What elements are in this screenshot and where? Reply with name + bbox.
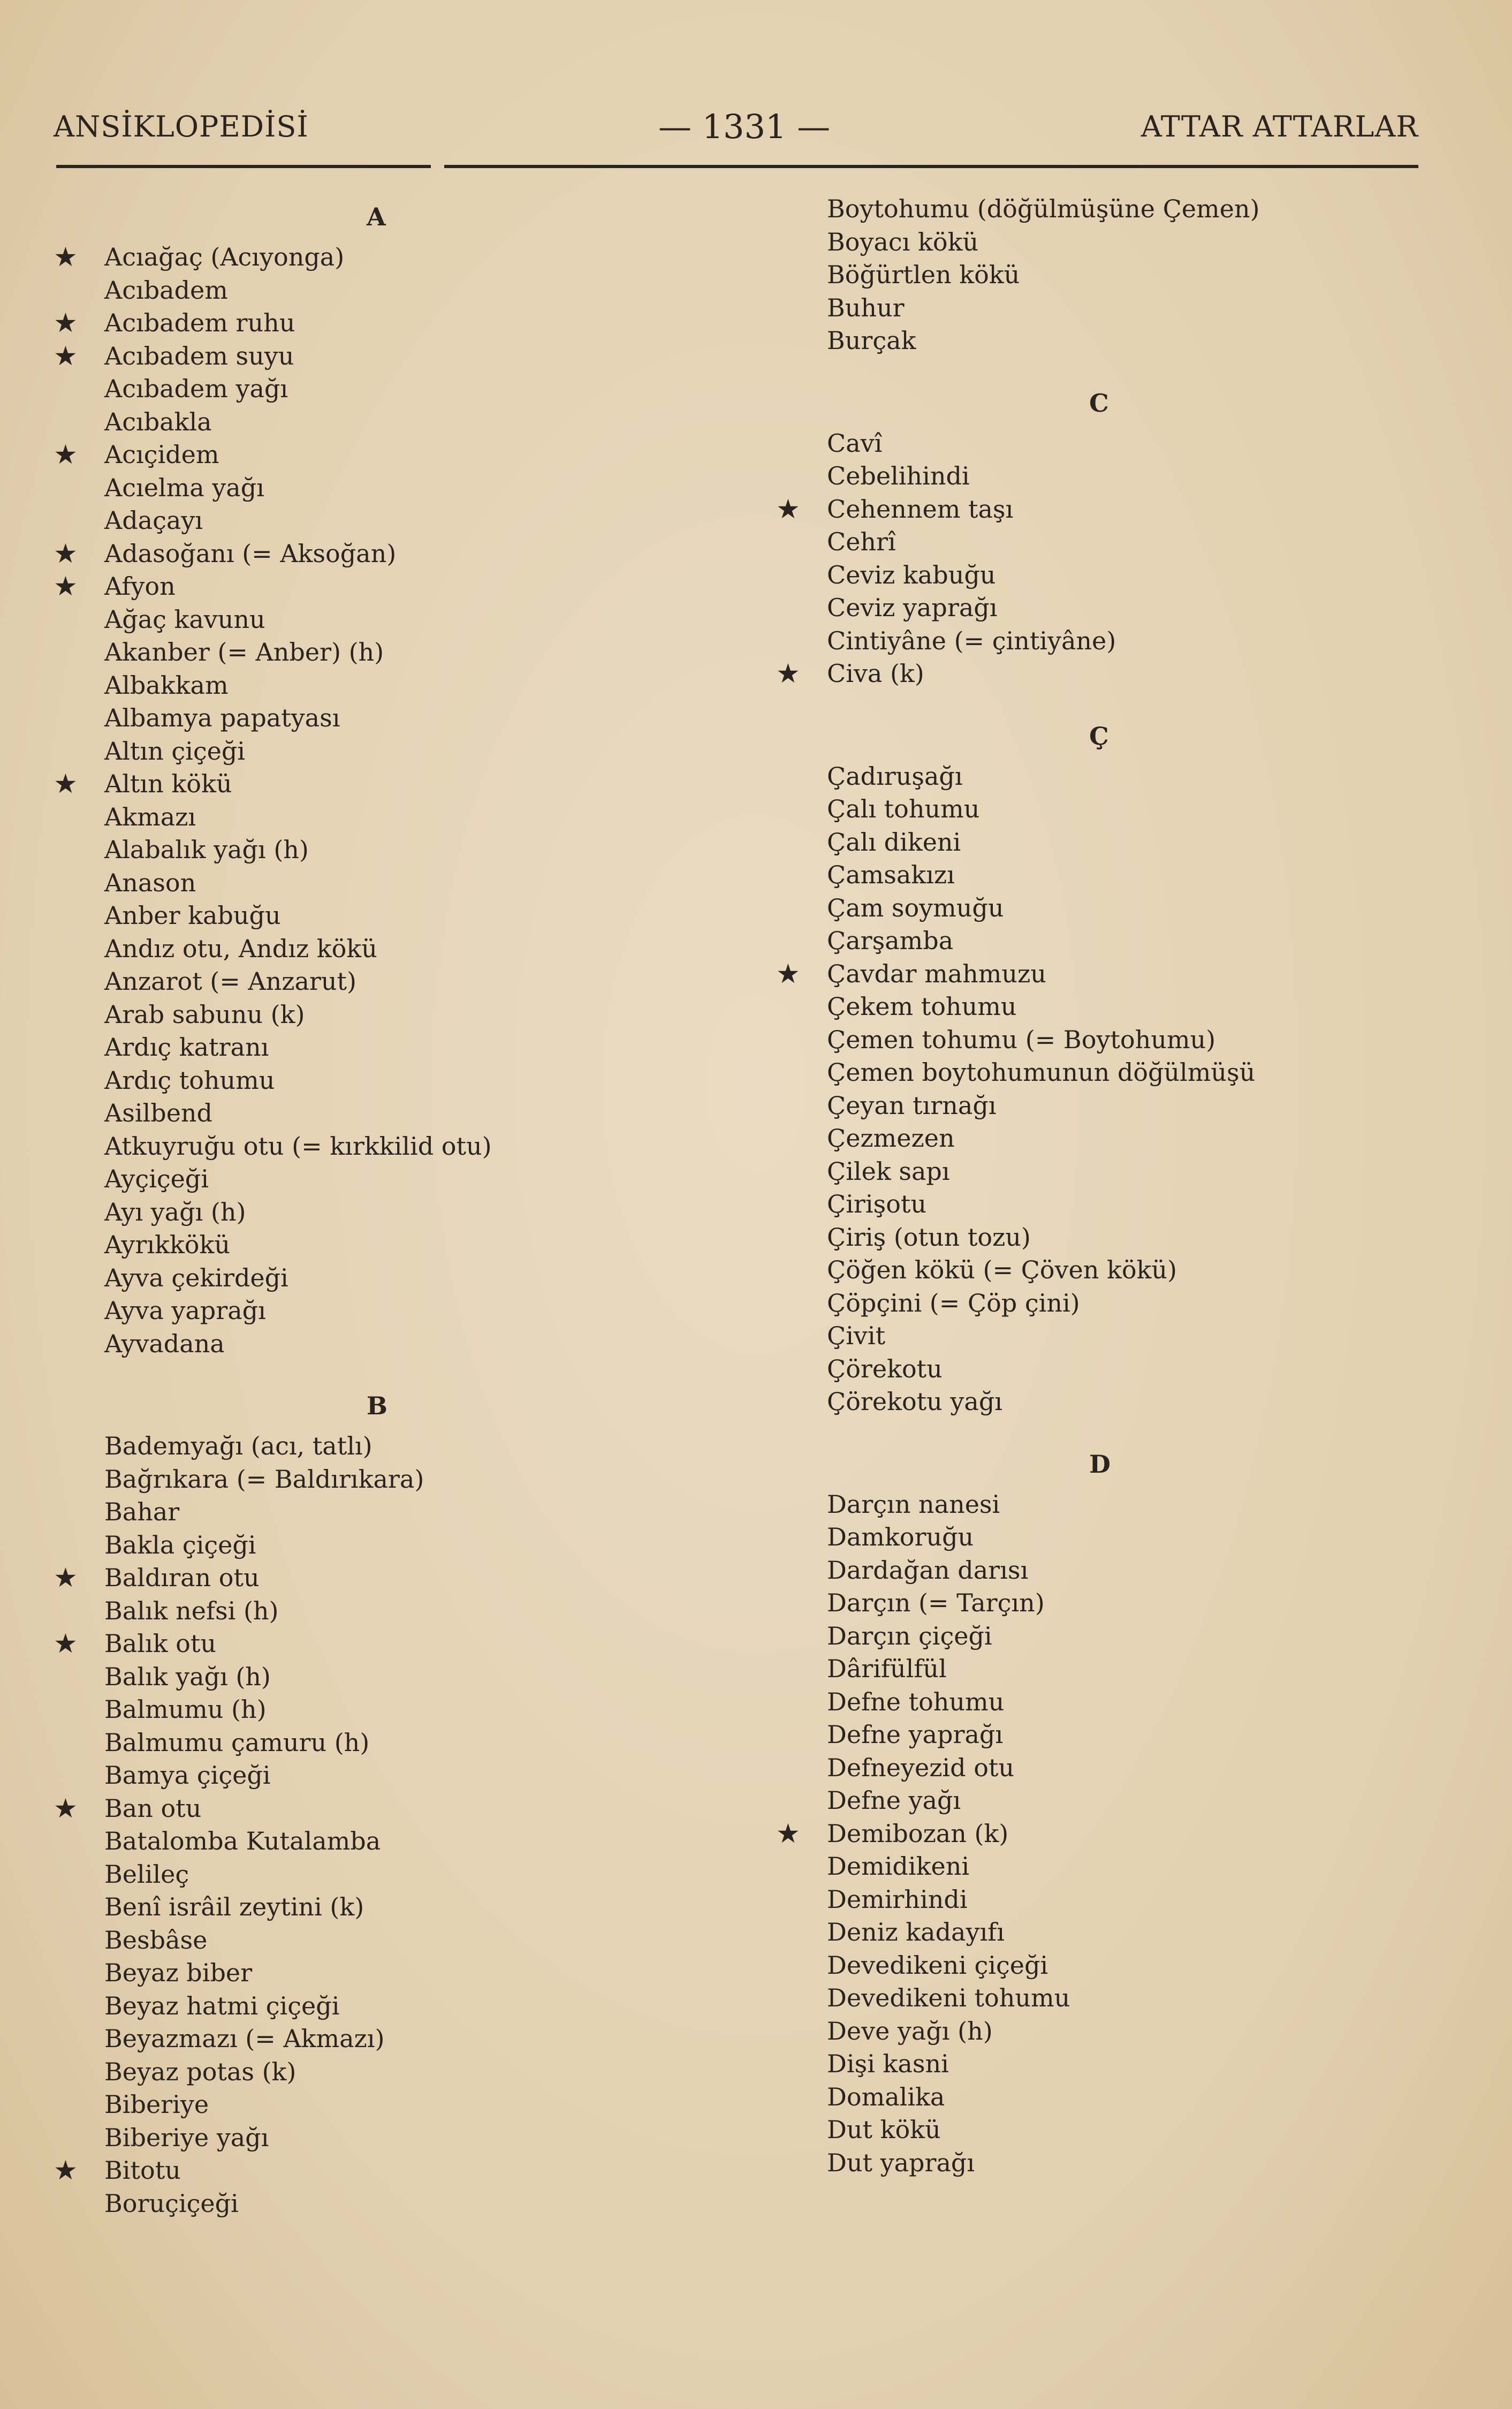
index-entry xyxy=(54,965,749,998)
entry-text: Ayvadana xyxy=(104,1329,225,1358)
index-entry xyxy=(54,274,749,307)
star-icon: ★ xyxy=(54,537,78,569)
entry-text: Beyaz potas (k) xyxy=(104,2057,297,2086)
header-right-title: ATTAR ATTARLAR xyxy=(1141,110,1418,143)
index-entry xyxy=(776,292,1472,325)
entry-text: Bahar xyxy=(104,1497,180,1526)
index-entry xyxy=(54,537,749,571)
entry-text: Bademyağı (acı, tatlı) xyxy=(104,1431,373,1460)
entry-text: Adaçayı xyxy=(104,506,203,535)
index-entry xyxy=(54,1858,749,1891)
entry-text: Defneyezid otu xyxy=(827,1753,1015,1782)
star-icon: ★ xyxy=(54,241,78,272)
index-entry xyxy=(776,892,1472,925)
entry-text: Defne yaprağı xyxy=(827,1720,1004,1749)
index-section xyxy=(776,712,1472,1419)
index-entry xyxy=(776,1488,1472,1521)
index-entry xyxy=(54,899,749,933)
entry-text: Biberiye yağı xyxy=(104,2123,269,2152)
entry-text: Çemen tohumu (= Boytohumu) xyxy=(827,1025,1216,1054)
entry-text: Darçın çiçeği xyxy=(827,1621,992,1650)
star-icon: ★ xyxy=(776,658,800,689)
index-entry xyxy=(54,801,749,834)
entry-text: Cavî xyxy=(827,428,883,458)
entry-text: Acıbakla xyxy=(104,407,212,436)
index-entry xyxy=(54,1328,749,1361)
index-entry xyxy=(776,826,1472,859)
section-letter: Ç xyxy=(1089,721,1109,751)
entry-text: Batalomba Kutalamba xyxy=(104,1827,381,1855)
entry-text: Acıbadem xyxy=(104,275,228,305)
index-entry xyxy=(54,1990,749,2023)
entry-text: Ayı yağı (h) xyxy=(104,1197,246,1226)
entry-text: Acıbadem yağı xyxy=(104,374,288,403)
index-entry xyxy=(776,1521,1472,1554)
index-entry xyxy=(54,834,749,867)
index-entry xyxy=(54,1430,749,1463)
entry-text: Bitotu xyxy=(104,2156,181,2185)
entry-text: Bakla çiçeği xyxy=(104,1530,256,1559)
index-entry xyxy=(776,1155,1472,1188)
entry-text: Defne yağı xyxy=(827,1786,961,1815)
entry-text: Darçın (= Tarçın) xyxy=(827,1588,1045,1617)
entry-text: Çekem tohumu xyxy=(827,992,1017,1021)
entry-text: Dişi kasni xyxy=(827,2049,949,2078)
entry-text: Balmumu çamuru (h) xyxy=(104,1728,370,1757)
entry-text: Asilbend xyxy=(104,1099,212,1127)
index-entry xyxy=(776,2147,1472,2180)
entry-text: Damkoruğu xyxy=(827,1522,974,1551)
entry-text: Beyazmazı (= Akmazı) xyxy=(104,2024,385,2053)
entry-text: Çezmezen xyxy=(827,1124,955,1153)
index-entry xyxy=(776,2015,1472,2048)
entry-text: Baldıran otu xyxy=(104,1563,260,1592)
index-entry xyxy=(54,1562,749,1595)
star-icon: ★ xyxy=(54,340,78,372)
entry-text: Çam soymuğu xyxy=(827,893,1004,922)
index-entry xyxy=(54,472,749,505)
star-icon: ★ xyxy=(54,307,78,338)
index-entry xyxy=(54,1031,749,1064)
entry-text: Çiriş (otun tozu) xyxy=(827,1222,1031,1252)
star-icon: ★ xyxy=(776,493,800,525)
index-entry xyxy=(776,859,1472,892)
index-entry xyxy=(776,958,1472,991)
index-entry xyxy=(776,625,1472,658)
entry-text: Atkuyruğu otu (= kırkkilid otu) xyxy=(104,1131,492,1161)
index-entry xyxy=(776,526,1472,559)
index-entry xyxy=(54,570,749,603)
index-entry xyxy=(54,1097,749,1130)
entry-text: Ayrıkkökü xyxy=(104,1230,230,1259)
entry-text: Cehennem taşı xyxy=(827,494,1014,524)
entry-text: Dut kökü xyxy=(827,2115,941,2144)
entry-text: Acıbadem suyu xyxy=(104,341,294,370)
entry-text: Dardağan darısı xyxy=(827,1555,1029,1585)
entry-text: Adasoğanı (= Aksoğan) xyxy=(104,539,397,568)
entry-text: Acıelma yağı xyxy=(104,473,264,502)
entry-text: Ardıç katranı xyxy=(104,1033,269,1062)
index-entry xyxy=(776,1089,1472,1123)
entry-text: Cehrî xyxy=(827,527,896,556)
index-entry xyxy=(776,760,1472,793)
entry-text: Alabalık yağı (h) xyxy=(104,835,309,864)
entry-text: Çörekotu xyxy=(827,1354,943,1383)
entry-text: Domalika xyxy=(827,2082,945,2111)
entry-text: Bamya çiçeği xyxy=(104,1761,271,1790)
index-entry xyxy=(776,1587,1472,1620)
entry-text: Deve yağı (h) xyxy=(827,2016,993,2046)
star-icon: ★ xyxy=(54,571,78,602)
entry-text: Acıçidem xyxy=(104,440,219,469)
entry-text: Balmumu (h) xyxy=(104,1695,267,1724)
entry-text: Ayva çekirdeği xyxy=(104,1263,288,1292)
index-entry xyxy=(776,990,1472,1024)
entry-text: Çadıruşağı xyxy=(827,761,963,791)
index-entry xyxy=(54,1726,749,1760)
index-section xyxy=(776,1440,1472,2180)
entry-text: Boruçiçeği xyxy=(104,2188,239,2218)
index-entry xyxy=(776,793,1472,826)
index-entry xyxy=(776,1024,1472,1057)
index-entry xyxy=(776,1287,1472,1320)
index-entry xyxy=(776,1385,1472,1419)
index-entry xyxy=(54,1627,749,1661)
entry-text: Balık otu xyxy=(104,1629,216,1658)
index-entry xyxy=(54,702,749,735)
index-entry xyxy=(54,2022,749,2056)
index-entry xyxy=(776,1188,1472,1221)
index-entry xyxy=(776,1353,1472,1386)
index-entry xyxy=(776,559,1472,592)
entry-text: Çirişotu xyxy=(827,1190,927,1218)
header-rule-left xyxy=(56,165,431,168)
entry-text: Cintiyâne (= çintiyâne) xyxy=(827,626,1116,655)
index-entry xyxy=(776,1982,1472,2015)
entry-text: Beyaz biber xyxy=(104,1958,253,1987)
index-entry xyxy=(54,998,749,1032)
entry-text: Akanber (= Anber) (h) xyxy=(104,638,384,666)
right-column xyxy=(776,193,1472,2179)
entry-text: Anason xyxy=(104,868,196,897)
entry-text: Çalı dikeni xyxy=(827,827,961,857)
section-letter: A xyxy=(367,202,386,231)
index-entry xyxy=(54,603,749,637)
index-entry xyxy=(54,669,749,702)
entry-text: Beyaz hatmi çiçeği xyxy=(104,1991,340,2020)
entry-text: Anzarot (= Anzarut) xyxy=(104,967,356,996)
index-entry xyxy=(776,259,1472,292)
entry-text: Belileç xyxy=(104,1859,189,1889)
index-entry xyxy=(54,1595,749,1628)
index-entry xyxy=(776,1554,1472,1587)
entry-text: Altın çiçeği xyxy=(104,736,245,766)
index-entry xyxy=(54,1529,749,1562)
entry-text: Boyacı kökü xyxy=(827,227,979,256)
index-entry xyxy=(54,1130,749,1163)
index-entry xyxy=(54,307,749,340)
entry-text: Andız otu, Andız kökü xyxy=(104,934,377,963)
entry-text: Ayçiçeği xyxy=(104,1164,209,1193)
page-number: — 1331 — xyxy=(658,107,831,146)
star-icon: ★ xyxy=(54,1628,78,1659)
entry-text: Devedikeni çiçeği xyxy=(827,1950,1048,1980)
index-entry xyxy=(776,1056,1472,1089)
index-entry xyxy=(54,241,749,274)
entry-text: Çöğen kökü (= Çöven kökü) xyxy=(827,1255,1177,1284)
index-entry xyxy=(776,1653,1472,1686)
index-entry xyxy=(54,2187,749,2221)
index-entry xyxy=(54,438,749,472)
star-icon: ★ xyxy=(54,439,78,470)
star-icon: ★ xyxy=(54,2155,78,2186)
entry-text: Boytohumu (döğülmüşüne Çemen) xyxy=(827,194,1260,223)
entry-text: Çöpçini (= Çöp çini) xyxy=(827,1288,1080,1317)
index-entry xyxy=(776,1320,1472,1353)
index-entry xyxy=(54,340,749,373)
index-entry xyxy=(776,2113,1472,2147)
index-entry xyxy=(54,735,749,768)
entry-text: Balık nefsi (h) xyxy=(104,1596,279,1625)
entry-text: Akmazı xyxy=(104,802,196,831)
entry-text: Çörekotu yağı xyxy=(827,1387,1002,1416)
entry-text: Çilek sapı xyxy=(827,1156,950,1186)
index-entry xyxy=(54,2154,749,2187)
index-entry xyxy=(776,592,1472,625)
star-icon: ★ xyxy=(776,958,800,989)
entry-text: Ceviz yaprağı xyxy=(827,593,998,622)
entry-text: Ardıç tohumu xyxy=(104,1065,275,1095)
entry-text: Afyon xyxy=(104,572,176,601)
index-entry xyxy=(776,1850,1472,1883)
index-entry xyxy=(776,657,1472,691)
entry-text: Dârifülfül xyxy=(827,1654,947,1683)
index-entry xyxy=(54,504,749,537)
index-entry xyxy=(54,1693,749,1726)
index-entry xyxy=(54,2056,749,2089)
index-entry xyxy=(776,1254,1472,1287)
star-icon: ★ xyxy=(54,1562,78,1593)
index-entry xyxy=(54,867,749,900)
index-entry xyxy=(776,1949,1472,1982)
entry-text: Ban otu xyxy=(104,1793,202,1823)
entry-text: Çivit xyxy=(827,1321,886,1350)
entry-text: Darçın nanesi xyxy=(827,1489,1000,1519)
entry-text: Defne tohumu xyxy=(827,1687,1005,1716)
entry-text: Benî isrâil zeytini (k) xyxy=(104,1892,364,1921)
entry-text: Demirhindi xyxy=(827,1884,968,1914)
entry-text: Albamya papatyası xyxy=(104,703,340,732)
section-letter: B xyxy=(367,1391,388,1420)
index-entry xyxy=(54,1196,749,1229)
entry-text: Biberiye xyxy=(104,2090,209,2119)
index-entry xyxy=(54,1957,749,1990)
index-entry xyxy=(776,324,1472,358)
index-entry xyxy=(776,1883,1472,1916)
section-letter: D xyxy=(1089,1449,1111,1479)
index-entry xyxy=(54,1294,749,1328)
index-entry xyxy=(776,2048,1472,2081)
index-entry xyxy=(54,1463,749,1496)
entry-text: Çemen boytohumunun döğülmüşü xyxy=(827,1058,1256,1087)
entry-text: Böğürtlen kökü xyxy=(827,260,1020,289)
entry-text: Ceviz kabuğu xyxy=(827,560,996,589)
entry-text: Demidikeni xyxy=(827,1852,970,1881)
index-entry xyxy=(54,373,749,406)
index-entry xyxy=(54,1229,749,1262)
index-section xyxy=(54,1382,749,2220)
index-entry xyxy=(776,1686,1472,1719)
index-entry xyxy=(54,1891,749,1924)
entry-text: Ağaç kavunu xyxy=(104,604,265,634)
entry-text: Çalı tohumu xyxy=(827,794,980,823)
index-entry xyxy=(776,226,1472,259)
entry-text: Besbâse xyxy=(104,1925,208,1955)
index-entry xyxy=(54,1064,749,1097)
entry-text: Balık yağı (h) xyxy=(104,1662,271,1691)
index-entry xyxy=(54,2122,749,2155)
index-entry xyxy=(54,1661,749,1694)
index-entry xyxy=(54,1792,749,1825)
index-entry xyxy=(54,1924,749,1957)
section-letter: C xyxy=(1089,388,1109,418)
entry-text: Çamsakızı xyxy=(827,860,955,889)
index-section xyxy=(54,193,749,1360)
index-entry xyxy=(776,1784,1472,1817)
entry-text: Acıbadem ruhu xyxy=(104,308,295,337)
entry-text: Arab sabunu (k) xyxy=(104,999,305,1029)
entry-text: Ayva yaprağı xyxy=(104,1296,266,1325)
index-entry xyxy=(776,1221,1472,1254)
index-entry xyxy=(54,1262,749,1295)
entry-text: Devedikeni tohumu xyxy=(827,1983,1070,2012)
entry-text: Altın kökü xyxy=(104,769,232,798)
index-entry xyxy=(54,933,749,966)
entry-text: Acıağaç (Acıyonga) xyxy=(104,243,345,271)
index-entry xyxy=(776,1122,1472,1155)
index-entry xyxy=(776,427,1472,460)
index-entry xyxy=(776,1718,1472,1752)
index-entry xyxy=(776,2081,1472,2114)
index-entry xyxy=(54,2088,749,2122)
index-entry xyxy=(54,636,749,669)
index-entry xyxy=(776,460,1472,493)
index-entry xyxy=(776,493,1472,526)
index-entry xyxy=(776,193,1472,226)
entry-text: Çavdar mahmuzu xyxy=(827,959,1046,988)
entry-text: Çeyan tırnağı xyxy=(827,1090,997,1120)
entry-text: Buhur xyxy=(827,293,905,322)
entry-text: Dut yaprağı xyxy=(827,2148,975,2177)
index-entry xyxy=(54,768,749,801)
index-entry xyxy=(54,1163,749,1196)
entry-text: Albakkam xyxy=(104,670,229,700)
index-entry xyxy=(776,1916,1472,1949)
page-header xyxy=(54,107,1418,147)
entry-text: Demibozan (k) xyxy=(827,1819,1009,1848)
index-section xyxy=(776,193,1472,358)
index-entry xyxy=(54,406,749,439)
index-entry xyxy=(776,1817,1472,1851)
entry-text: Bağrıkara (= Baldırıkara) xyxy=(104,1464,424,1494)
index-entry xyxy=(776,925,1472,958)
header-rule-right xyxy=(444,165,1418,168)
index-entry xyxy=(54,1496,749,1529)
star-icon: ★ xyxy=(54,1792,78,1824)
entry-text: Anber kabuğu xyxy=(104,901,281,930)
star-icon: ★ xyxy=(54,768,78,799)
header-left-title: ANSİKLOPEDİSİ xyxy=(54,110,309,143)
entry-text: Burçak xyxy=(827,326,916,355)
left-column xyxy=(54,193,749,2220)
index-entry xyxy=(776,1620,1472,1653)
entry-text: Deniz kadayıfı xyxy=(827,1918,1005,1946)
entry-text: Çarşamba xyxy=(827,926,954,955)
index-entry xyxy=(54,1759,749,1792)
entry-text: Civa (k) xyxy=(827,659,924,688)
entry-text: Cebelihindi xyxy=(827,461,970,490)
index-entry xyxy=(776,1752,1472,1785)
index-section xyxy=(776,379,1472,691)
index-entry xyxy=(54,1825,749,1858)
star-icon: ★ xyxy=(776,1817,800,1849)
